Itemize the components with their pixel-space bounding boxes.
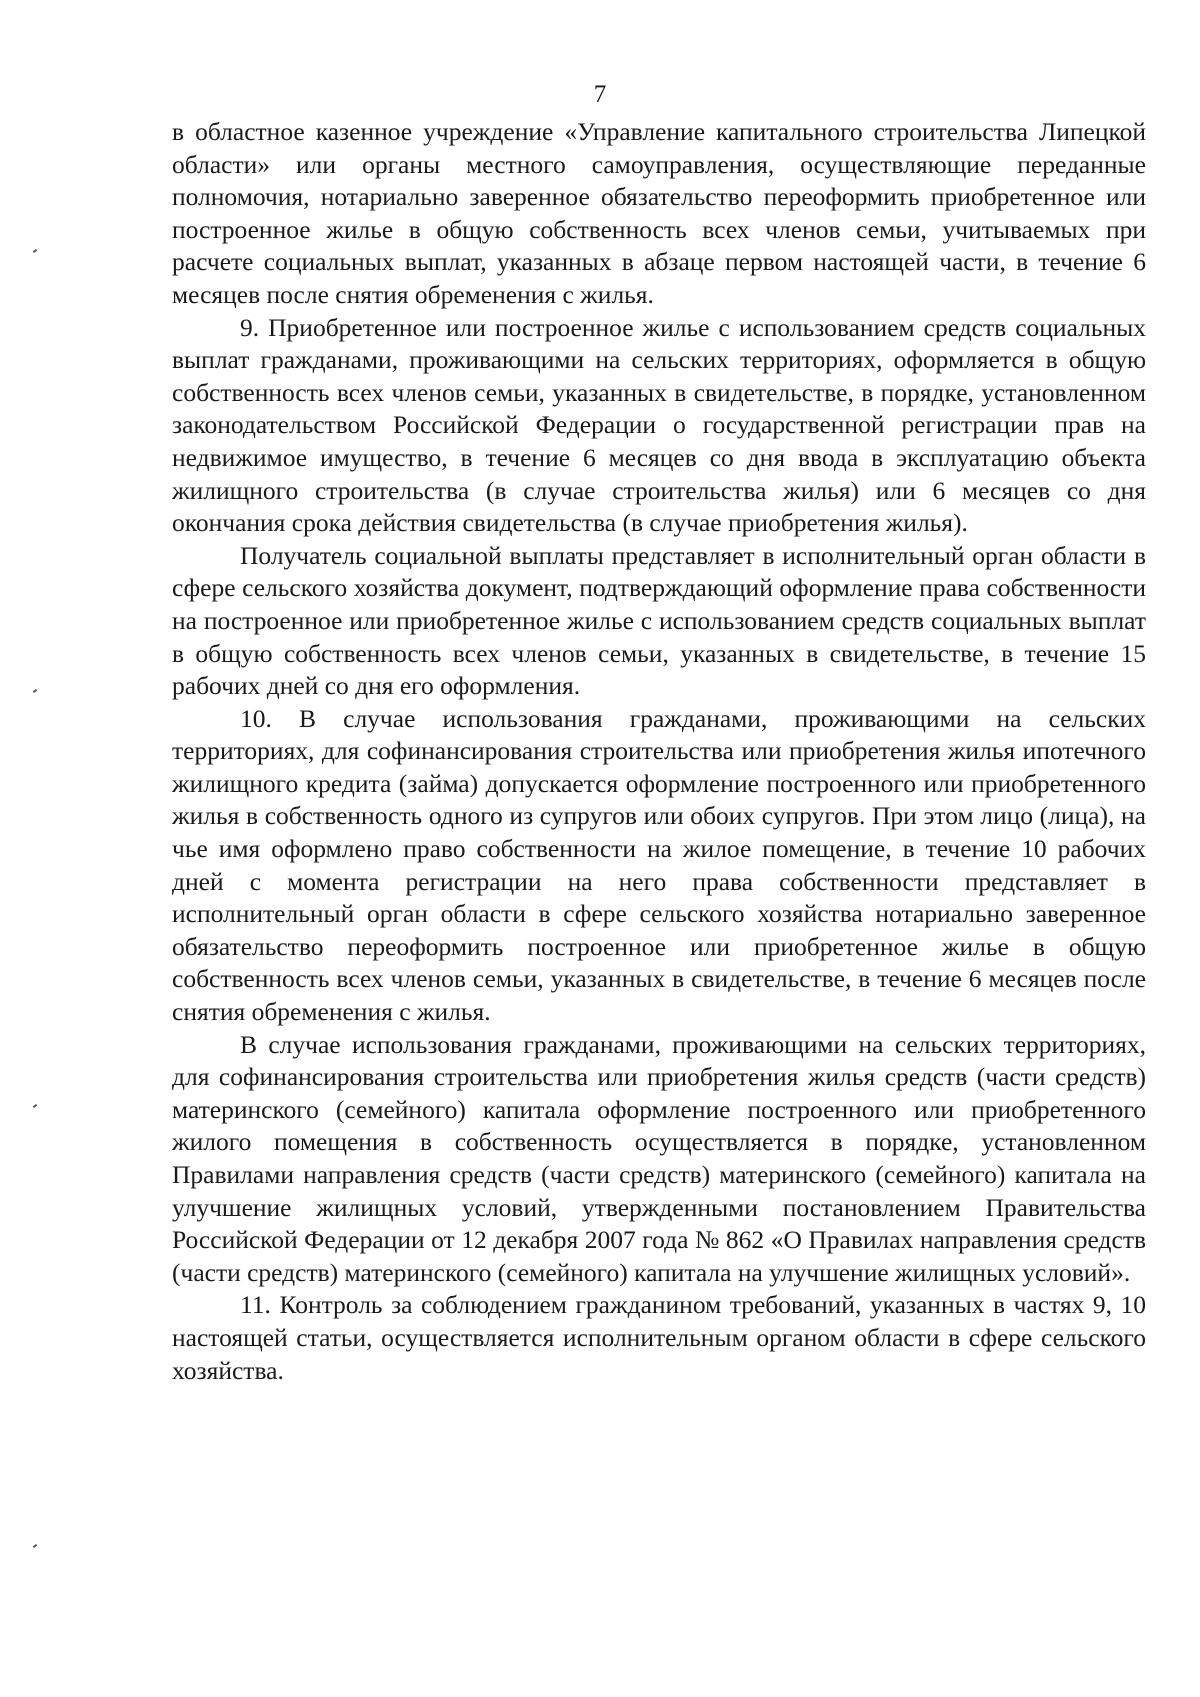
paragraph-part-9-recipient: Получатель социальной выплаты представляет в исполнительный орган области в сфере сельского хозяйства документ, подтверждающий оформление права собственности на построенное или приобретенное жилье с использованием средств социальных выплат в общую собственность всех членов семьи, указанных в свидетельстве, в течение 15 рабочих дней со дня его оформления.	[172, 540, 1146, 701]
scan-margin-mark	[33, 1544, 37, 1548]
scan-margin-mark	[33, 689, 37, 693]
paragraph-continuation: в областное казенное учреждение «Управление капитального строительства Липецкой области» или органы местного самоуправления, осуществляющие переданные полномочия, нотариально заверенное обязательство переоформить приобретенное или построенное жилье в общую собственность всех членов семьи, учитываемых при расчете социальных выплат, указанных в абзаце первом настоящей части, в течение 6 месяцев после снятия обременения с жилья.	[172, 117, 1146, 309]
scan-margin-mark	[33, 249, 37, 253]
paragraph-part-11: 11. Контроль за соблюдением гражданином требований, указанных в частях 9, 10 настоящей статьи, осуществляется исполнительным органом области в сфере сельского хозяйства.	[172, 1290, 1146, 1385]
paragraph-part-10-maternity-capital: В случае использования гражданами, проживающими на сельских территориях, для софинансирования строительства или приобретения жилья средств (части средств) материнского (семейного) капитала оформление построенного или приобретенного жилого помещения в собственность осуществляется в порядке, установленном Правилами направления средств (части средств) материнского (семейного) капитала на улучшение жилищных условий, утвержденными постановлением Правительства Российской Федерации от 12 декабря 2007 года № 862 «О Правилах направления средств (части средств) материнского (семейного) капитала на улучшение жилищных условий».	[172, 1029, 1146, 1287]
paragraph-part-10: 10. В случае использования гражданами, проживающими на сельских территориях, для софинансирования строительства или приобретения жилья ипотечного жилищного кредита (займа) допускается оформление построенного или приобретенного жилья в собственность одного из супругов или обоих супругов. При этом лицо (лица), на чье имя оформлено право собственности на жилое помещение, в течение 10 рабочих дней с момента регистрации на него права собственности представляет в исполнительный орган области в сфере сельского хозяйства нотариально заверенное обязательство переоформить построенное или приобретенное жилье в общую собственность всех членов семьи, указанных в свидетельстве, в течение 6 месяцев после снятия обременения с жилья.	[172, 703, 1146, 1027]
page-number: 7	[593, 81, 607, 108]
scan-margin-mark	[33, 1104, 37, 1108]
paragraph-part-9: 9. Приобретенное или построенное жилье с использованием средств социальных выплат гражданами, проживающими на сельских территориях, оформляется в общую собственность всех членов семьи, указанных в свидетельстве, в порядке, установленном законодательством Российской Федерации о государственной регистрации прав на недвижимое имущество, в течение 6 месяцев со дня ввода в эксплуатацию объекта жилищного строительства (в случае строительства жилья) или 6 месяцев со дня окончания срока действия свидетельства (в случае приобретения жилья).	[172, 312, 1146, 538]
document-body	[172, 116, 1146, 1387]
